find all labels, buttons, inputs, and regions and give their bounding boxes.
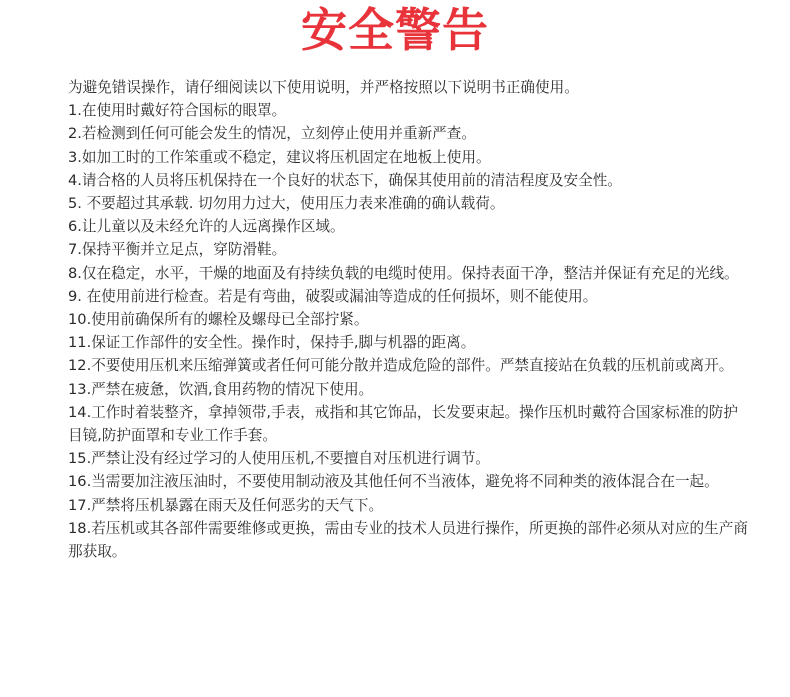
warning-item-12: 12.不要使用压机来压缩弹簧或者任何可能分散并造成危险的部件。严禁直接站在负载的压机前或离开。	[68, 357, 734, 375]
warning-item-5: 5. 不要超过其承载. 切勿用力过大，使用压力表来准确的确认载荷。	[68, 195, 505, 213]
instructions-body	[68, 76, 748, 563]
warning-item-2: 2.若检测到任何可能会发生的情况，立刻停止使用并重新严查。	[68, 125, 476, 143]
warning-item-8: 8.仅在稳定，水平，干燥的地面及有持续负载的电缆时使用。保持表面干净，整洁并保证有充足的光线。	[68, 264, 739, 282]
warning-item-1: 1.在使用时戴好符合国标的眼罩。	[68, 102, 287, 120]
warning-item-9: 9. 在使用前进行检查。若是有弯曲，破裂或漏油等造成的任何损坏，则不能使用。	[68, 287, 598, 305]
warning-item-16: 16.当需要加注液压油时，不要使用制动液及其他任何不当液体，避免将不同种类的液体混合在一起。	[68, 473, 719, 491]
warning-item-3: 3.如加工时的工作笨重或不稳定，建议将压机固定在地板上使用。	[68, 148, 491, 166]
page-title: 安全警告	[301, 3, 489, 57]
warning-item-18: 18.若压机或其各部件需要维修或更换，需由专业的技术人员进行操作，所更换的部件必须从对应的生产商那获取。	[68, 519, 748, 561]
warning-item-4: 4.请合格的人员将压机保持在一个良好的状态下，确保其使用前的清洁程度及安全性。	[68, 171, 622, 189]
warning-item-10: 10.使用前确保所有的螺栓及螺母已全部拧紧。	[68, 311, 369, 329]
warning-item-15: 15.严禁让没有经过学习的人使用压机,不要擅自对压机进行调节。	[68, 450, 490, 468]
warning-item-11: 11.保证工作部件的安全性。操作时，保持手,脚与机器的距离。	[68, 334, 476, 352]
warning-item-17: 17.严禁将压机暴露在雨天及任何恶劣的天气下。	[68, 496, 384, 514]
warning-item-7: 7.保持平衡并立足点，穿防滑鞋。	[68, 241, 287, 259]
warning-item-13: 13.严禁在疲惫，饮酒,食用药物的情况下使用。	[68, 380, 374, 398]
warning-item-14: 14.工作时着装整齐，拿掉领带,手表，戒指和其它饰品，长发要束起。操作压机时戴符合国家标准的防护目镜,防护面罩和专业工作手套。	[68, 403, 738, 445]
warning-item-6: 6.让儿童以及未经允许的人远离操作区域。	[68, 218, 345, 236]
intro-paragraph: 为避免错误操作，请仔细阅读以下使用说明，并严格按照以下说明书正确使用。	[68, 79, 579, 96]
